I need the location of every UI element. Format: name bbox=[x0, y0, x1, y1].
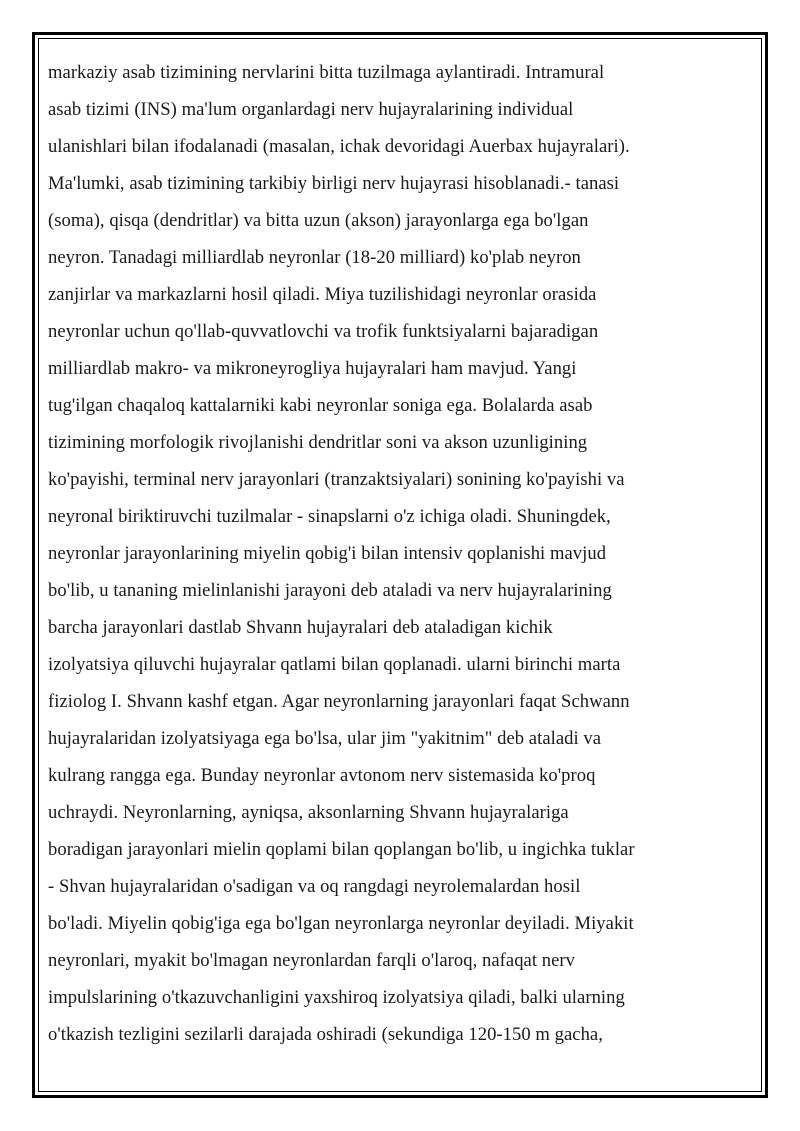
text-line: ulanishlari bilan ifodalanadi (masalan, ichak devoridagi Auerbax hujayralari). bbox=[48, 136, 630, 157]
text-line: izolyatsiya qiluvchi hujayralar qatlami bilan qoplanadi. ularni birinchi marta bbox=[48, 654, 621, 675]
text-line: markaziy asab tizimining nervlarini bitta tuzilmaga aylantiradi. Intramural bbox=[48, 62, 605, 83]
text-line: ko'payishi, terminal nerv jarayonlari (tranzaktsiyalari) sonining ko'payishi va bbox=[48, 469, 625, 490]
text-line: neyron. Tanadagi milliardlab neyronlar (18-20 milliard) ko'plab neyron bbox=[48, 247, 581, 268]
text-line: tug'ilgan chaqaloq kattalarniki kabi neyronlar soniga ega. Bolalarda asab bbox=[48, 395, 593, 416]
text-line: (soma), qisqa (dendritlar) va bitta uzun (akson) jarayonlarga ega bo'lgan bbox=[48, 210, 589, 231]
text-line: impulslarining o'tkazuvchanligini yaxshiroq izolyatsiya qiladi, balki ularning bbox=[48, 987, 625, 1008]
text-line: asab tizimi (INS) ma'lum organlardagi nerv hujayralarining individual bbox=[48, 99, 574, 120]
text-line: tizimining morfologik rivojlanishi dendritlar soni va akson uzunligining bbox=[48, 432, 588, 453]
text-line: hujayralaridan izolyatsiyaga ega bo'lsa, ular jim "yakitnim" deb ataladi va bbox=[48, 728, 602, 749]
document-body bbox=[48, 54, 738, 1053]
text-line: boradigan jarayonlari mielin qoplami bilan qoplangan bo'lib, u ingichka tuklar bbox=[48, 839, 635, 860]
text-line: milliardlab makro- va mikroneyrogliya hujayralari ham mavjud. Yangi bbox=[48, 358, 577, 379]
text-line: Ma'lumki, asab tizimining tarkibiy birligi nerv hujayrasi hisoblanadi.- tanasi bbox=[48, 173, 620, 194]
text-line: kulrang rangga ega. Bunday neyronlar avtonom nerv sistemasida ko'proq bbox=[48, 765, 596, 786]
text-line: uchraydi. Neyronlarning, ayniqsa, aksonlarning Shvann hujayralariga bbox=[48, 802, 569, 823]
text-line: fiziolog I. Shvann kashf etgan. Agar neyronlarning jarayonlari faqat Schwann bbox=[48, 691, 630, 712]
text-line: barcha jarayonlari dastlab Shvann hujayralari deb ataladigan kichik bbox=[48, 617, 553, 638]
text-line: o'tkazish tezligini sezilarli darajada oshiradi (sekundiga 120-150 m gacha, bbox=[48, 1024, 603, 1045]
text-line: neyronal biriktiruvchi tuzilmalar - sinapslarni o'z ichiga oladi. Shuningdek, bbox=[48, 506, 611, 527]
text-line: bo'lib, u tananing mielinlanishi jarayoni deb ataladi va nerv hujayralarining bbox=[48, 580, 612, 601]
text-line: - Shvan hujayralaridan o'sadigan va oq rangdagi neyrolemalardan hosil bbox=[48, 876, 581, 897]
text-line: neyronlari, myakit bo'lmagan neyronlardan farqli o'laroq, nafaqat nerv bbox=[48, 950, 576, 971]
text-line: bo'ladi. Miyelin qobig'iga ega bo'lgan neyronlarga neyronlar deyiladi. Miyakit bbox=[48, 913, 634, 934]
text-line: zanjirlar va markazlarni hosil qiladi. Miya tuzilishidagi neyronlar orasida bbox=[48, 284, 597, 305]
text-line: neyronlar uchun qo'llab-quvvatlovchi va trofik funktsiyalarni bajaradigan bbox=[48, 321, 599, 342]
text-line: neyronlar jarayonlarining miyelin qobig'i bilan intensiv qoplanishi mavjud bbox=[48, 543, 607, 564]
